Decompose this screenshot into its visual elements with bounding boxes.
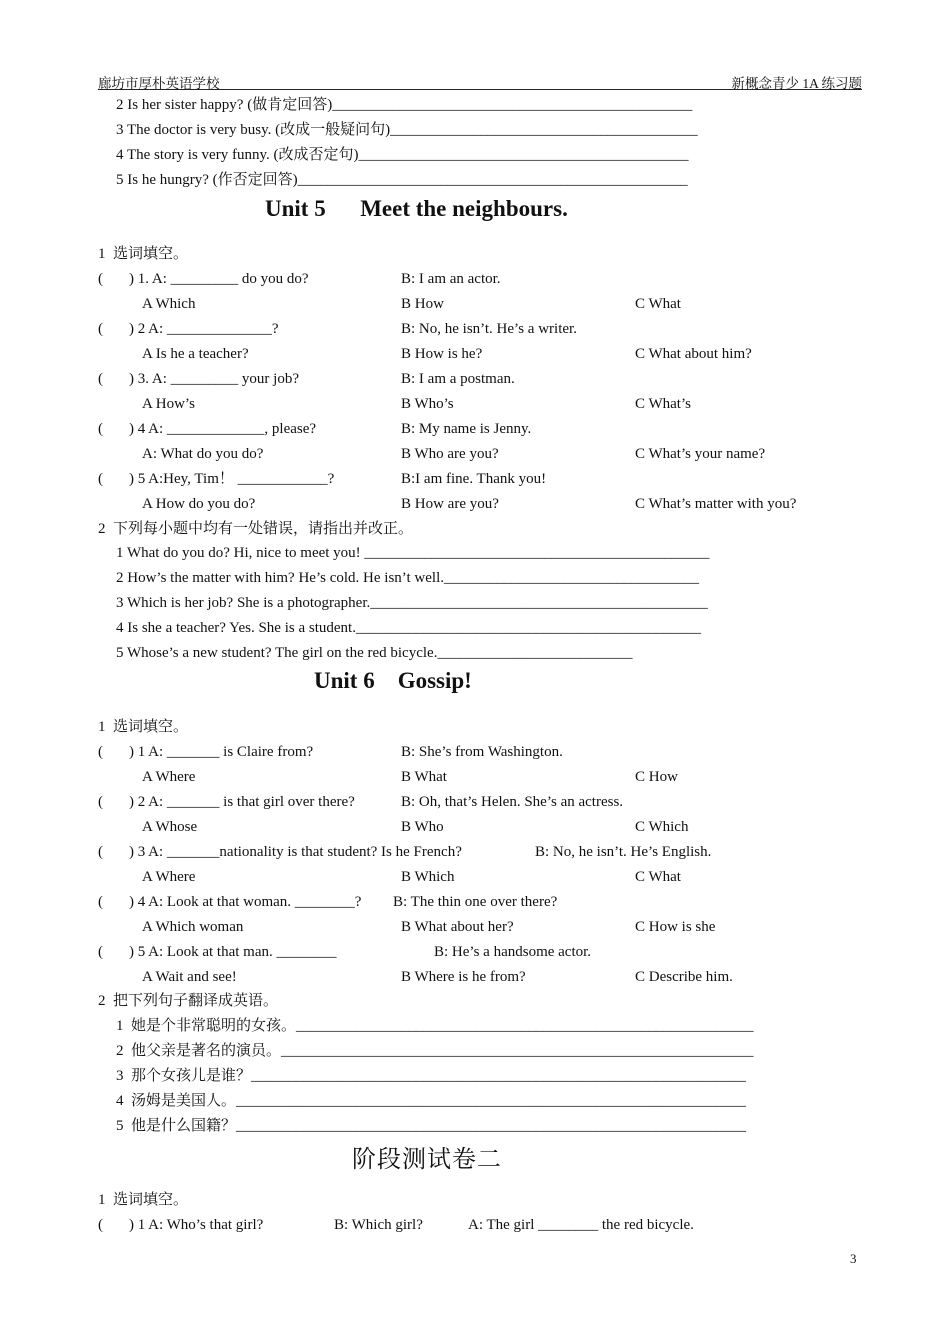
question: ) 5 A:Hey, Tim！ ____________?: [129, 471, 335, 487]
paren: (: [98, 271, 103, 287]
question: ) 1 A: Who’s that girl?: [129, 1217, 264, 1233]
option-c: C What’s: [635, 396, 691, 412]
option-b: B Where is he from?: [401, 969, 526, 985]
paren: (: [98, 421, 103, 437]
option-b: B How are you?: [401, 496, 499, 512]
question: ) 5 A: Look at that man. ________: [129, 944, 337, 960]
question: ) 3 A: _______nationality is that student? Is he French?: [129, 844, 462, 860]
option-b: B Who’s: [401, 396, 454, 412]
option-c: C What: [635, 869, 681, 885]
unit6-section2-heading: 2 把下列句子翻译成英语。: [98, 993, 279, 1009]
translation-item: 5 他是什么国籍？____________________________________________________________________: [116, 1118, 747, 1134]
option-a: A Wait and see!: [142, 969, 237, 985]
paren: (: [98, 794, 103, 810]
option-c: C What: [635, 296, 681, 312]
paren: (: [98, 1217, 103, 1233]
unit5-title: Unit 5 Meet the neighbours.: [265, 196, 568, 221]
option-a: A How’s: [142, 396, 195, 412]
question: ) 3. A: _________ your job?: [129, 371, 299, 387]
translation-item: 3 那个女孩儿是谁？__________________________________________________________________: [116, 1068, 747, 1084]
option-a: A Whose: [142, 819, 198, 835]
school-name: 廊坊市厚朴英语学校: [98, 76, 220, 91]
translation-item: 1 她是个非常聪明的女孩。_____________________________________________________________: [116, 1018, 754, 1034]
intro-question: 3 The doctor is very busy. (改成一般疑问句)_________________________________________: [116, 122, 698, 138]
option-a: A Where: [142, 869, 196, 885]
option-a: A: What do you do?: [142, 446, 264, 462]
option-c: C Which: [635, 819, 689, 835]
page-header: [98, 72, 862, 90]
option-c: C What’s your name?: [635, 446, 766, 462]
option-b: B What: [401, 769, 447, 785]
translation-item: 4 汤姆是美国人。____________________________________________________________________: [116, 1093, 747, 1109]
question: ) 2 A: _______ is that girl over there?: [129, 794, 355, 810]
option-b: B Who are you?: [401, 446, 499, 462]
intro-question: 2 Is her sister happy? (做肯定回答)________________________________________________: [116, 97, 693, 113]
option-c: C How is she: [635, 919, 716, 935]
answer: B: I am an actor.: [401, 271, 501, 287]
answer: B:I am fine. Thank you!: [401, 471, 547, 487]
test2-title: 阶段测试卷二: [352, 1147, 502, 1173]
book-name: 新概念青少 1A 练习题: [731, 76, 862, 91]
option-b: B How: [401, 296, 444, 312]
answer: B: Which girl?: [334, 1217, 423, 1233]
follow-up: A: The girl ________ the red bicycle.: [468, 1217, 694, 1233]
option-a: A Which: [142, 296, 196, 312]
answer: B: The thin one over there?: [393, 894, 558, 910]
question: ) 2 A: ______________?: [129, 321, 279, 337]
correction-item: 3 Which is her job? She is a photographer._____________________________________________: [116, 595, 708, 611]
answer: B: No, he isn’t. He’s English.: [535, 844, 712, 860]
paren: (: [98, 844, 103, 860]
page-number: 3: [850, 1251, 857, 1266]
answer: B: She’s from Washington.: [401, 744, 563, 760]
unit5-section2-heading: 2 下列每小题中均有一处错误，请指出并改正。: [98, 521, 414, 537]
option-b: B Who: [401, 819, 444, 835]
answer: B: Oh, that’s Helen. She’s an actress.: [401, 794, 624, 810]
correction-item: 1 What do you do? Hi, nice to meet you! ______________________________________________: [116, 545, 710, 561]
option-c: C What’s matter with you?: [635, 496, 797, 512]
option-c: C Describe him.: [635, 969, 733, 985]
paren: (: [98, 894, 103, 910]
paren: (: [98, 744, 103, 760]
question: ) 1. A: _________ do you do?: [129, 271, 309, 287]
translation-item: 2 他父亲是著名的演员。_______________________________________________________________: [116, 1043, 754, 1059]
answer: B: My name is Jenny.: [401, 421, 532, 437]
correction-item: 4 Is she a teacher? Yes. She is a student.______________________________________________: [116, 620, 701, 636]
question: ) 1 A: _______ is Claire from?: [129, 744, 314, 760]
paren: (: [98, 471, 103, 487]
option-b: B Which: [401, 869, 455, 885]
option-b: B What about her?: [401, 919, 514, 935]
intro-question: 4 The story is very funny. (改成否定句)____________________________________________: [116, 147, 689, 163]
option-a: A How do you do?: [142, 496, 256, 512]
unit5-section1-heading: 1 选词填空。: [98, 246, 189, 262]
option-b: B How is he?: [401, 346, 483, 362]
question: ) 4 A: Look at that woman. ________?: [129, 894, 362, 910]
test2-section1-heading: 1 选词填空。: [98, 1192, 189, 1208]
paren: (: [98, 321, 103, 337]
unit6-title: Unit 6 Gossip!: [314, 668, 472, 693]
answer: B: No, he isn’t. He’s a writer.: [401, 321, 577, 337]
answer: B: I am a postman.: [401, 371, 515, 387]
option-a: A Where: [142, 769, 196, 785]
correction-item: 5 Whose’s a new student? The girl on the red bicycle.__________________________: [116, 645, 633, 661]
unit6-section1-heading: 1 选词填空。: [98, 719, 189, 735]
option-c: C How: [635, 769, 678, 785]
intro-question: 5 Is he hungry? (作否定回答)____________________________________________________: [116, 172, 688, 188]
paren: (: [98, 371, 103, 387]
option-a: A Is he a teacher?: [142, 346, 249, 362]
paren: (: [98, 944, 103, 960]
option-a: A Which woman: [142, 919, 244, 935]
answer: B: He’s a handsome actor.: [434, 944, 592, 960]
question: ) 4 A: _____________, please?: [129, 421, 317, 437]
correction-item: 2 How’s the matter with him? He’s cold. He isn’t well.__________________________________: [116, 570, 700, 586]
option-c: C What about him?: [635, 346, 752, 362]
